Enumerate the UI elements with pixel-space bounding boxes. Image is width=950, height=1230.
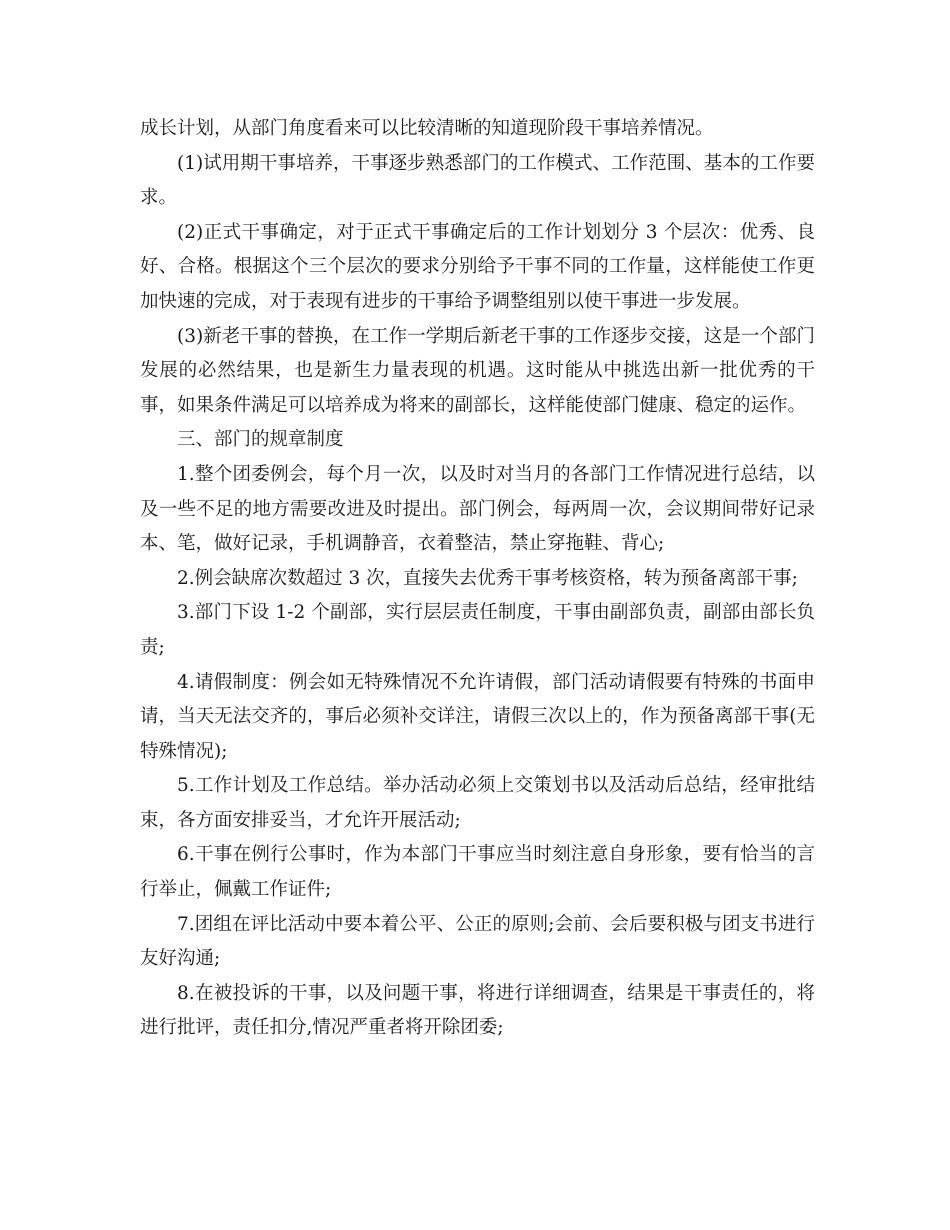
- paragraph-continuation: 成长计划，从部门角度看来可以比较清晰的知道现阶段干事培养情况。: [140, 118, 714, 139]
- rule-item-5: 5.工作计划及工作总结。举办活动必须上交策划书以及活动后总结，经审批结束，各方面安排妥当，才允许开展活动;: [140, 775, 815, 831]
- rule-item-8: 8.在被投诉的干事，以及问题干事，将进行详细调查，结果是干事责任的，将进行批评，责任扣分,情况严重者将开除团委;: [140, 982, 815, 1039]
- rule-item-7: 7.团组在评比活动中要本着公平、公正的原则;会前、会后要积极与团支书进行友好沟通;: [140, 913, 815, 970]
- rule-item-3: 3.部门下设 1-2 个副部，实行层层责任制度，干事由副部负责，副部由部长负责;: [140, 602, 815, 658]
- paragraph-item-2: (2)正式干事确定，对于正式干事确定后的工作计划划分 3 个层次：优秀、良好、合格。根据这个三个层次的要求分别给予干事不同的工作量，这样能使工作更加快速的完成，对于表现有进步的干事给予调整组别以使干事进一步发展。: [140, 221, 815, 312]
- rule-item-6: 6.干事在例行公事时，作为本部门干事应当时刻注意自身形象，要有恰当的言行举止，佩戴工作证件;: [140, 844, 815, 901]
- rule-item-1: 1.整个团委例会，每个月一次，以及时对当月的各部门工作情况进行总结，以及一些不足的地方需要改进及时提出。部门例会，每两周一次，会议期间带好记录本、笔，做好记录，手机调静音，衣着整洁，禁止穿拖鞋、背心;: [140, 463, 815, 555]
- rule-item-2: 2.例会缺席次数超过 3 次，直接失去优秀干事考核资格，转为预备离部干事;: [177, 567, 798, 589]
- section-heading: 三、部门的规章制度: [177, 429, 344, 451]
- paragraph-item-1: (1)试用期干事培养，干事逐步熟悉部门的工作模式、工作范围、基本的工作要求。: [140, 152, 815, 209]
- document-body: [140, 112, 815, 1046]
- paragraph-item-3: (3)新老干事的替换，在工作一学期后新老干事的工作逐步交接，这是一个部门发展的必然结果，也是新生力量表现的机遇。这时能从中挑选出新一批优秀的干事，如果条件满足可以培养成为将来的副部长，这样能使部门健康、稳定的运作。: [140, 325, 815, 416]
- rule-item-4: 4.请假制度：例会如无特殊情况不允许请假，部门活动请假要有特殊的书面申请，当天无法交齐的，事后必须补交详注，请假三次以上的，作为预备离部干事(无特殊情况);: [140, 671, 815, 762]
